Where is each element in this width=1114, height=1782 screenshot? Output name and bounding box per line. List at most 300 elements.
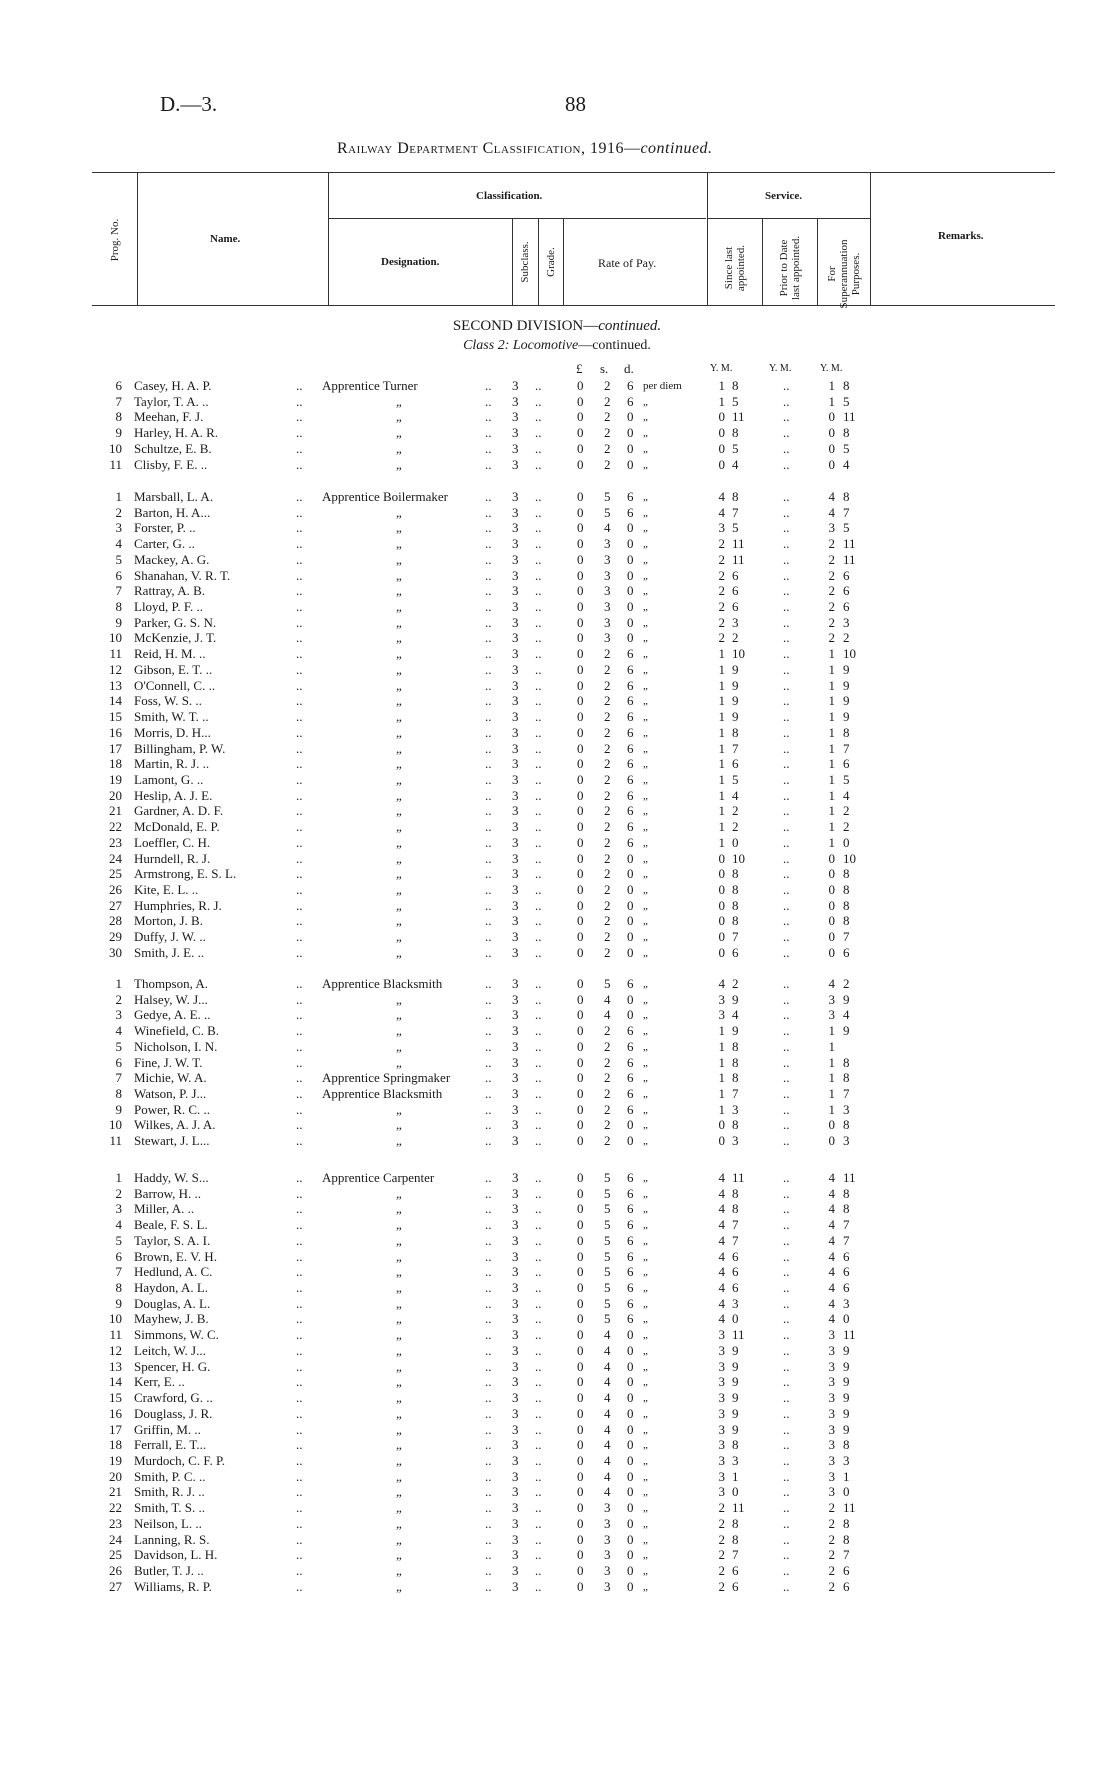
leader-dots: .. [535,1374,542,1390]
leader-dots: .. [296,709,303,725]
table-row [0,1102,1114,1118]
super-years-cell: 1 [828,1101,835,1117]
leader-dots: .. [783,1311,790,1327]
leader-dots: .. [783,850,790,866]
pay-shillings-cell: 3 [604,599,611,615]
pay-pounds-cell: 0 [577,771,584,787]
unit-pence: d. [624,361,634,376]
prog-no-cell: 23 [109,1515,122,1531]
leader-dots: .. [296,504,303,520]
super-months-cell: 8 [843,425,850,441]
header-for-super [826,224,862,324]
leader-dots: .. [485,740,492,756]
pay-basis-cell: „ [643,1135,648,1148]
leader-dots: .. [783,1201,790,1217]
prog-no-cell: 7 [115,393,122,409]
pay-pence-cell: 6 [627,1038,634,1054]
designation-ditto-mark: „ [396,1358,402,1374]
pay-pounds-cell: 0 [577,1217,584,1233]
pay-basis-cell: „ [643,632,648,645]
leader-dots: .. [296,1232,303,1248]
leader-dots: .. [296,1437,303,1453]
designation-cell: Apprentice Boilermaker [322,489,448,504]
section-class-continued: —continued. [578,338,651,353]
pay-pence-cell: 6 [627,724,634,740]
prog-no-cell: 19 [109,771,122,787]
leader-dots: .. [296,646,303,662]
pay-shillings-cell: 2 [604,646,611,662]
leader-dots: .. [783,1342,790,1358]
col-divider [817,218,818,305]
prog-no-cell: 22 [109,819,122,835]
designation-ditto-mark: „ [396,677,402,693]
header-service: Service. [765,190,802,202]
leader-dots: .. [783,882,790,897]
unit-years-months-since: Y. M. [710,363,733,374]
designation-ditto-mark: „ [396,1452,402,1468]
pay-basis-cell: „ [643,1203,648,1216]
header-remarks: Remarks. [938,230,984,242]
header-prog-no: Prog. No. [109,218,121,262]
super-months-cell: 9 [843,1342,850,1358]
prog-no-cell: 13 [109,677,122,693]
designation-ditto-mark: „ [396,1547,402,1563]
service-years-cell: 0 [718,1117,725,1133]
name-cell: Watson, P. J... [134,1086,207,1102]
leader-dots: .. [296,1311,303,1327]
subclass-cell: 3 [512,803,519,819]
super-years-cell: 0 [828,1133,835,1149]
pay-pounds-cell: 0 [577,866,584,882]
pay-shillings-cell: 2 [604,882,611,897]
subclass-cell: 3 [512,1531,519,1547]
leader-dots: .. [296,599,303,615]
leader-dots: .. [485,393,492,409]
service-years-cell: 3 [718,1327,725,1343]
subclass-cell: 3 [512,771,519,787]
name-cell: Carter, G. .. [134,536,195,552]
name-cell: Billingham, P. W. [134,740,226,756]
pay-pounds-cell: 0 [577,489,584,504]
name-cell: Simmons, W. C. [134,1327,219,1343]
leader-dots: .. [485,1405,492,1421]
super-years-cell: 2 [828,1578,835,1594]
pay-basis-cell: „ [643,601,648,614]
leader-dots: .. [783,1248,790,1264]
service-years-cell: 3 [718,991,725,1007]
prog-no-cell: 1 [115,1170,122,1185]
leader-dots: .. [535,520,542,536]
page-title-main: Railway Department Classification, 1916— [337,140,641,157]
designation-ditto-mark: „ [396,709,402,725]
pay-pounds-cell: 0 [577,393,584,409]
designation-ditto-mark: „ [396,425,402,441]
table-row [0,1201,1114,1217]
super-years-cell: 2 [828,1531,835,1547]
super-years-cell: 3 [828,520,835,536]
prog-no-cell: 18 [109,756,122,772]
service-months-cell: 8 [732,866,739,882]
designation-ditto-mark: „ [396,756,402,772]
service-months-cell: 6 [732,583,739,599]
super-years-cell: 1 [828,819,835,835]
super-years-cell: 3 [828,1405,835,1421]
designation-ditto-mark: „ [396,1563,402,1578]
leader-dots: .. [296,1500,303,1516]
pay-pounds-cell: 0 [577,1405,584,1421]
pay-pence-cell: 0 [627,1500,634,1516]
prog-no-cell: 9 [115,1295,122,1311]
leader-dots: .. [535,1038,542,1054]
super-years-cell: 2 [828,614,835,630]
pay-shillings-cell: 2 [604,1038,611,1054]
name-cell: Brown, E. V. H. [134,1248,217,1264]
leader-dots: .. [535,709,542,725]
service-months-cell: 9 [732,1405,739,1421]
name-cell: Forster, P. .. [134,520,196,536]
service-years-cell: 0 [718,944,725,960]
header-subclass: Subclass. [519,241,531,283]
table-row [0,568,1114,584]
leader-dots: .. [296,1327,303,1343]
leader-dots: .. [783,1500,790,1516]
leader-dots: .. [535,834,542,850]
designation-ditto-mark: „ [396,1531,402,1547]
pay-basis-cell: „ [643,805,648,818]
super-months-cell: 5 [843,440,850,456]
super-years-cell: 0 [828,882,835,897]
table-row [0,945,1114,961]
pay-pence-cell: 0 [627,551,634,567]
prog-no-cell: 2 [115,1185,122,1201]
service-months-cell: 11 [732,1327,745,1343]
leader-dots: .. [783,1421,790,1437]
pay-pence-cell: 6 [627,693,634,709]
pay-pounds-cell: 0 [577,1264,584,1280]
leader-dots: .. [296,1070,303,1086]
designation-ditto-mark: „ [396,520,402,536]
subclass-cell: 3 [512,740,519,756]
table-row [0,1280,1114,1296]
super-years-cell: 1 [828,803,835,819]
pay-basis-cell: „ [643,1486,648,1499]
super-years-cell: 4 [828,1217,835,1233]
prog-no-cell: 2 [115,991,122,1007]
service-years-cell: 1 [718,787,725,803]
name-cell: Lamont, G. .. [134,771,204,787]
pay-pounds-cell: 0 [577,1421,584,1437]
pay-pounds-cell: 0 [577,882,584,897]
designation-ditto-mark: „ [396,599,402,615]
leader-dots: .. [535,1452,542,1468]
leader-dots: .. [783,897,790,913]
pay-shillings-cell: 3 [604,1547,611,1563]
service-months-cell: 3 [732,614,739,630]
designation-ditto-mark: „ [396,1007,402,1023]
service-months-cell: 7 [732,929,739,945]
pay-basis-cell: „ [643,899,648,912]
prog-no-cell: 11 [109,1327,122,1343]
super-years-cell: 1 [828,834,835,850]
super-months-cell: 8 [843,1201,850,1217]
super-years-cell: 3 [828,1468,835,1484]
prog-no-cell: 13 [109,1358,122,1374]
leader-dots: .. [535,536,542,552]
table-row [0,1039,1114,1055]
subclass-cell: 3 [512,425,519,441]
prog-no-cell: 17 [109,1421,122,1437]
service-months-cell: 9 [732,661,739,677]
service-months-cell: 2 [732,803,739,819]
service-years-cell: 2 [718,1515,725,1531]
pay-shillings-cell: 3 [604,1563,611,1578]
subclass-cell: 3 [512,536,519,552]
pay-shillings-cell: 4 [604,1358,611,1374]
designation-cell: Apprentice Turner [322,378,418,393]
subclass-cell: 3 [512,834,519,850]
leader-dots: .. [783,378,790,393]
pay-pence-cell: 0 [627,1452,634,1468]
service-months-cell: 0 [732,834,739,850]
prog-no-cell: 1 [115,976,122,991]
pay-basis-cell: „ [643,978,648,990]
pay-basis-cell: „ [643,1392,648,1405]
leader-dots: .. [485,1374,492,1390]
leader-dots: .. [485,929,492,945]
super-years-cell: 0 [828,409,835,425]
pay-shillings-cell: 2 [604,771,611,787]
super-years-cell: 3 [828,1484,835,1500]
subclass-cell: 3 [512,709,519,725]
leader-dots: .. [535,1185,542,1201]
prog-no-cell: 6 [115,1248,122,1264]
super-months-cell: 7 [843,1217,850,1233]
pay-basis-cell: „ [643,395,648,408]
pay-pounds-cell: 0 [577,1311,584,1327]
pay-shillings-cell: 4 [604,1484,611,1500]
leader-dots: .. [535,787,542,803]
service-years-cell: 3 [718,1405,725,1421]
super-months-cell: 10 [843,646,856,662]
pay-shillings-cell: 4 [604,1452,611,1468]
leader-dots: .. [535,944,542,960]
prog-no-cell: 8 [115,1280,122,1296]
prog-no-cell: 3 [115,1201,122,1217]
pay-pounds-cell: 0 [577,897,584,913]
leader-dots: .. [485,504,492,520]
pay-basis-cell: „ [643,663,648,676]
subclass-cell: 3 [512,1280,519,1296]
service-years-cell: 4 [718,976,725,991]
pay-shillings-cell: 2 [604,393,611,409]
designation-ditto-mark: „ [396,1484,402,1500]
designation-ditto-mark: „ [396,1117,402,1133]
subclass-cell: 3 [512,693,519,709]
prog-no-cell: 14 [109,1374,122,1390]
unit-pound: £ [576,361,583,376]
pay-shillings-cell: 2 [604,724,611,740]
service-months-cell: 6 [732,756,739,772]
col-divider [512,218,513,305]
leader-dots: .. [535,1405,542,1421]
super-months-cell: 8 [843,913,850,929]
designation-ditto-mark: „ [396,771,402,787]
pay-shillings-cell: 3 [604,1531,611,1547]
prog-no-cell: 16 [109,724,122,740]
pay-pounds-cell: 0 [577,1374,584,1390]
name-cell: Lloyd, P. F. .. [134,599,204,615]
pay-basis-cell: „ [643,821,648,834]
designation-ditto-mark: „ [396,819,402,835]
service-months-cell: 4 [732,456,739,472]
service-years-cell: 3 [718,1358,725,1374]
leader-dots: .. [535,1232,542,1248]
service-years-cell: 3 [718,1437,725,1453]
leader-dots: .. [535,850,542,866]
designation-ditto-mark: „ [396,929,402,945]
subclass-cell: 3 [512,1248,519,1264]
service-years-cell: 4 [718,1280,725,1296]
leader-dots: .. [296,1264,303,1280]
table-row [0,1233,1114,1249]
leader-dots: .. [783,1437,790,1453]
pay-basis-cell: „ [643,758,648,771]
service-months-cell: 6 [732,567,739,583]
pay-pounds-cell: 0 [577,1500,584,1516]
leader-dots: .. [783,1054,790,1070]
leader-dots: .. [485,1563,492,1578]
table-row [0,788,1114,804]
leader-dots: .. [296,440,303,456]
leader-dots: .. [296,1421,303,1437]
pay-shillings-cell: 5 [604,1264,611,1280]
pay-basis-cell: „ [643,538,648,551]
subclass-cell: 3 [512,567,519,583]
page-title-continued: continued. [640,140,713,157]
header-since-last [723,218,747,318]
super-years-cell: 2 [828,599,835,615]
service-months-cell: 11 [732,409,745,425]
super-years-cell: 3 [828,1342,835,1358]
name-cell: Heslip, A. J. E. [134,787,213,803]
leader-dots: .. [485,1390,492,1406]
name-cell: Murdoch, C. F. P. [134,1452,226,1468]
super-months-cell: 10 [843,850,856,866]
service-years-cell: 0 [718,440,725,456]
super-years-cell: 1 [828,1038,835,1054]
super-months-cell: 9 [843,1374,850,1390]
service-months-cell: 8 [732,1070,739,1086]
leader-dots: .. [485,787,492,803]
pay-pounds-cell: 0 [577,724,584,740]
service-years-cell: 3 [718,1007,725,1023]
name-cell: Shanahan, V. R. T. [134,567,231,583]
designation-ditto-mark: „ [396,661,402,677]
service-months-cell: 8 [732,882,739,897]
super-years-cell: 4 [828,976,835,991]
super-months-cell: 8 [843,1070,850,1086]
leader-dots: .. [296,536,303,552]
pay-shillings-cell: 2 [604,1086,611,1102]
service-years-cell: 1 [718,677,725,693]
pay-basis-cell: per diem [643,380,682,392]
leader-dots: .. [296,1405,303,1421]
service-years-cell: 1 [718,1038,725,1054]
super-months-cell: 9 [843,1023,850,1039]
leader-dots: .. [485,756,492,772]
leader-dots: .. [296,1563,303,1578]
pay-pence-cell: 6 [627,803,634,819]
leader-dots: .. [296,693,303,709]
pay-pence-cell: 6 [627,504,634,520]
leader-dots: .. [296,1295,303,1311]
super-months-cell: 8 [843,378,850,393]
pay-pence-cell: 0 [627,1374,634,1390]
pay-shillings-cell: 3 [604,536,611,552]
leader-dots: .. [485,1086,492,1102]
table-row [0,756,1114,772]
prog-no-cell: 5 [115,1232,122,1248]
pay-pence-cell: 0 [627,1578,634,1594]
pay-pounds-cell: 0 [577,1023,584,1039]
pay-pence-cell: 6 [627,1086,634,1102]
designation-ditto-mark: „ [396,1390,402,1406]
pay-pounds-cell: 0 [577,944,584,960]
pay-shillings-cell: 4 [604,1468,611,1484]
service-months-cell: 5 [732,440,739,456]
pay-pounds-cell: 0 [577,378,584,393]
pay-pence-cell: 6 [627,771,634,787]
section-subtitle [0,338,1114,354]
designation-ditto-mark: „ [396,409,402,425]
leader-dots: .. [296,787,303,803]
leader-dots: .. [485,567,492,583]
leader-dots: .. [485,583,492,599]
name-cell: Douglas, A. L. [134,1295,211,1311]
leader-dots: .. [485,1201,492,1217]
pay-basis-cell: „ [643,616,648,629]
leader-dots: .. [296,819,303,835]
service-months-cell: 7 [732,1086,739,1102]
pay-shillings-cell: 3 [604,1578,611,1594]
name-cell: Haddy, W. S... [134,1170,209,1185]
pay-basis-cell: „ [643,711,648,724]
service-years-cell: 1 [718,819,725,835]
leader-dots: .. [485,1101,492,1117]
pay-pounds-cell: 0 [577,1437,584,1453]
designation-ditto-mark: „ [396,393,402,409]
leader-dots: .. [783,1547,790,1563]
table-row [0,835,1114,851]
super-months-cell: 6 [843,567,850,583]
leader-dots: .. [296,976,303,991]
subclass-cell: 3 [512,1232,519,1248]
leader-dots: .. [535,1327,542,1343]
super-months-cell: 1 [843,1468,850,1484]
table-row [0,394,1114,410]
prog-no-cell: 22 [109,1500,122,1516]
pay-pounds-cell: 0 [577,1342,584,1358]
subclass-cell: 3 [512,583,519,599]
leader-dots: .. [783,409,790,425]
designation-ditto-mark: „ [396,897,402,913]
pay-shillings-cell: 4 [604,991,611,1007]
prog-no-cell: 21 [109,1484,122,1500]
leader-dots: .. [296,614,303,630]
subclass-cell: 3 [512,614,519,630]
leader-dots: .. [535,661,542,677]
table-row [0,646,1114,662]
